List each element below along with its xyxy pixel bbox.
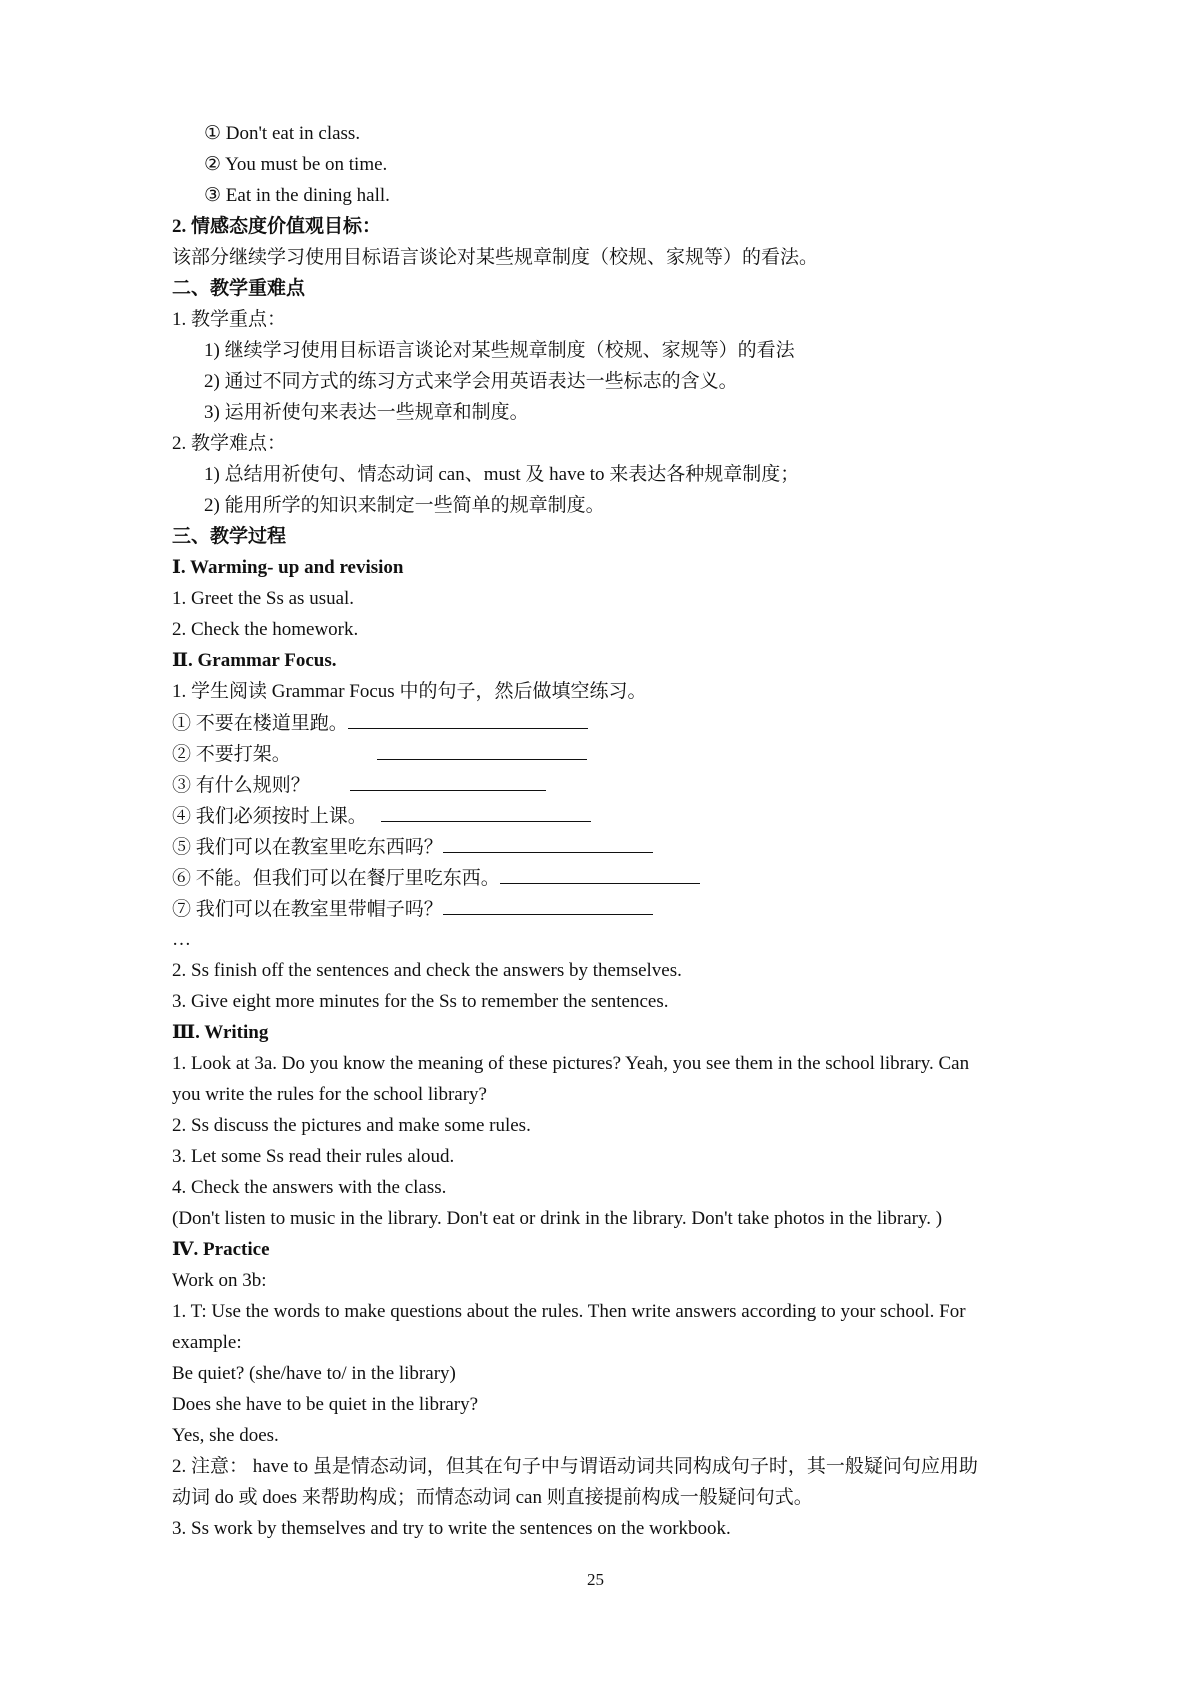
list-item: 2) 通过不同方式的练习方式来学会用英语表达一些标志的含义。 (204, 371, 738, 392)
paragraph: Work on 3b: (172, 1270, 267, 1291)
section-heading: 二、教学重难点 (172, 278, 306, 299)
answer-blank[interactable] (377, 741, 587, 760)
exercise-line (172, 865, 700, 891)
exercise-prompt: ⑥ 不能。但我们可以在餐厅里吃东西。 (172, 868, 500, 889)
paragraph: 2. Ss discuss the pictures and make some rules. (172, 1115, 531, 1136)
example-sentence: ① Don't eat in class. (204, 123, 361, 144)
answer-blank[interactable] (500, 865, 700, 884)
exercise-prompt: ③ 有什么规则？ (172, 775, 310, 796)
paragraph: 2. Check the homework. (172, 619, 359, 640)
answer-blank[interactable] (348, 710, 588, 729)
step-heading: Ⅳ. Practice (172, 1239, 270, 1260)
step-heading: Ⅰ. Warming- up and revision (172, 557, 404, 578)
paragraph: 1. T: Use the words to make questions about the rules. Then write answers according to your school. For (172, 1301, 966, 1322)
paragraph: Yes, she does. (172, 1425, 279, 1446)
paragraph: 1. Look at 3a. Do you know the meaning of these pictures? Yeah, you see them in the school library. Can (172, 1053, 970, 1074)
paragraph: 3. Ss work by themselves and try to write the sentences on the workbook. (172, 1518, 731, 1539)
paragraph: (Don't listen to music in the library. Don't eat or drink in the library. Don't take photos in the library. ) (172, 1208, 943, 1229)
subheading: 2. 教学难点： (172, 433, 287, 454)
section-heading: 三、教学过程 (172, 526, 287, 547)
step-heading: Ⅲ. Writing (172, 1022, 269, 1043)
exercise-line (172, 741, 587, 767)
exercise-line (172, 834, 653, 860)
paragraph: Be quiet? (she/have to/ in the library) (172, 1363, 456, 1384)
paragraph: Does she have to be quiet in the library? (172, 1394, 479, 1415)
section-heading: 2. 情感态度价值观目标： (172, 216, 382, 237)
answer-blank[interactable] (443, 896, 653, 915)
example-sentence: ③ Eat in the dining hall. (204, 185, 390, 206)
list-item: 3) 运用祈使句来表达一些规章和制度。 (204, 402, 529, 423)
paragraph: 2. Ss finish off the sentences and check the answers by themselves. (172, 960, 682, 981)
exercise-prompt: ⑤ 我们可以在教室里吃东西吗？ (172, 837, 443, 858)
list-item: 2) 能用所学的知识来制定一些简单的规章制度。 (204, 495, 605, 516)
answer-blank[interactable] (443, 834, 653, 853)
ellipsis: … (172, 929, 191, 950)
paragraph: 动词 do 或 does 来帮助构成；而情态动词 can 则直接提前构成一般疑问句式。 (172, 1487, 813, 1508)
exercise-line (172, 772, 546, 798)
paragraph: 3. Give eight more minutes for the Ss to remember the sentences. (172, 991, 669, 1012)
paragraph: 1. Greet the Ss as usual. (172, 588, 355, 609)
paragraph: 3. Let some Ss read their rules aloud. (172, 1146, 455, 1167)
subheading: 1. 教学重点： (172, 309, 287, 330)
paragraph: example: (172, 1332, 242, 1353)
list-item: 1) 继续学习使用目标语言谈论对某些规章制度（校规、家规等）的看法 (204, 340, 795, 361)
list-item: 1) 总结用祈使句、情态动词 can、must 及 have to 来表达各种规章制度； (204, 464, 800, 485)
exercise-prompt: ⑦ 我们可以在教室里带帽子吗？ (172, 899, 443, 920)
exercise-line (172, 803, 591, 829)
paragraph: 1. 学生阅读 Grammar Focus 中的句子，然后做填空练习。 (172, 681, 647, 702)
answer-blank[interactable] (350, 772, 546, 791)
paragraph: you write the rules for the school library? (172, 1084, 487, 1105)
exercise-line (172, 896, 653, 922)
exercise-prompt: ② 不要打架。 (172, 744, 291, 765)
paragraph: 该部分继续学习使用目标语言谈论对某些规章制度（校规、家规等）的看法。 (172, 247, 819, 268)
page-number: 25 (587, 1570, 604, 1589)
exercise-prompt: ① 不要在楼道里跑。 (172, 713, 348, 734)
exercise-prompt: ④ 我们必须按时上课。 (172, 806, 367, 827)
answer-blank[interactable] (381, 803, 591, 822)
paragraph: 2. 注意： have to 虽是情态动词，但其在句子中与谓语动词共同构成句子时，其一般疑问句应用助 (172, 1456, 978, 1477)
exercise-line (172, 710, 588, 736)
example-sentence: ② You must be on time. (204, 154, 388, 175)
paragraph: 4. Check the answers with the class. (172, 1177, 447, 1198)
step-heading: Ⅱ. Grammar Focus. (172, 650, 337, 671)
